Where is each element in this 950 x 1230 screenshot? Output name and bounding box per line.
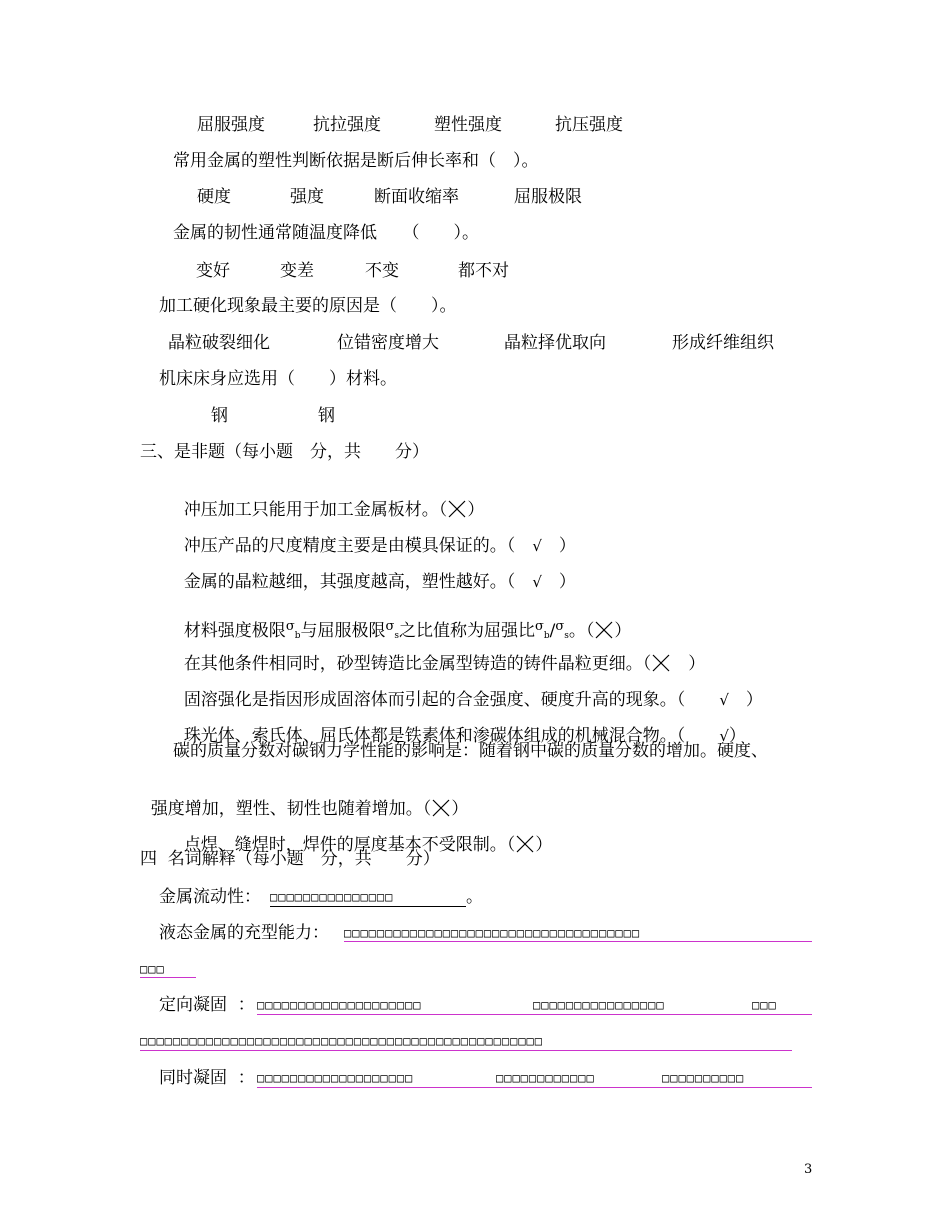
term3-underline-2 — [140, 1050, 792, 1051]
q3-option-b: 变差 — [280, 261, 314, 281]
term1-answer: □□□□□□□□□□□□□□□ — [270, 890, 394, 904]
page-number: 3 — [804, 1162, 813, 1177]
term3-answer-c: □□□ — [752, 998, 777, 1012]
tf-item-1: 冲压加工只能用于加工金属板材。（ ） — [183, 500, 485, 520]
q4-option-d: 形成纤维组织 — [672, 333, 774, 353]
q2-option-b: 强度 — [290, 187, 324, 207]
term3-answer-a: □□□□□□□□□□□□□□□□□□□□ — [257, 998, 422, 1012]
check-mark-icon: √ — [532, 537, 542, 555]
q1-option-a: 屈服强度 — [197, 115, 265, 135]
term3-answer-b: □□□□□□□□□□□□□□□□ — [533, 998, 665, 1012]
tf-item-4: 材料强度极限$^\sigma$b与屈服极限$^\sigma$s之比值称为屈强比$^\sigma$b/$^\sigma$s。（ ） — [183, 619, 632, 641]
q4-option-b: 位错密度增大 — [337, 333, 439, 353]
q3-option-c: 不变 — [365, 261, 399, 281]
term2-answer-line2: □□□ — [140, 962, 165, 976]
term3-label: 定向凝固 ： — [159, 995, 255, 1015]
cross-mark-icon — [515, 834, 535, 854]
term2-answer-line1: □□□□□□□□□□□□□□□□□□□□□□□□□□□□□□□□□□□□ — [344, 926, 641, 940]
q3-option-d: 都不对 — [458, 261, 509, 281]
q5-options — [0, 405, 950, 427]
tf-item-3: 金属的晶粒越细，其强度越高，塑性越好。（ √ ） — [183, 572, 576, 592]
q1-option-c: 塑性强度 — [434, 115, 502, 135]
sigma-symbol: σ — [534, 619, 544, 634]
term2-underline-2 — [140, 977, 196, 978]
q2-option-c: 断面收缩率 — [374, 187, 459, 207]
check-mark-icon: √ — [719, 727, 729, 745]
q2-option-a: 硬度 — [197, 187, 231, 207]
term4-answer-b: □□□□□□□□□□□□ — [496, 1071, 595, 1085]
q1-options — [0, 114, 950, 136]
term1-label: 金属流动性： — [159, 887, 261, 907]
check-mark-icon: √ — [719, 691, 729, 709]
term1-underline — [270, 906, 466, 907]
section4-title: 四 名词解释（每小题 分，共 分） — [140, 849, 440, 869]
tf-item-5: 在其他条件相同时，砂型铸造比金属型铸造的铸件晶粒更细。（ ） — [183, 654, 706, 674]
q4-option-a: 晶粒破裂细化 — [168, 333, 270, 353]
term1-period: 。 — [466, 887, 483, 907]
term4-answer-a: □□□□□□□□□□□□□□□□□□□ — [257, 1071, 414, 1085]
q5-option-b: 钢 — [318, 406, 335, 426]
term2-underline-1 — [344, 941, 812, 942]
q2-option-d: 屈服极限 — [514, 187, 582, 207]
tf-item-2: 冲压产品的尺度精度主要是由模具保证的。（ √ ） — [183, 536, 576, 556]
term3-underline-1 — [257, 1014, 812, 1015]
sigma-symbol: σ — [285, 619, 295, 634]
term2-label: 液态金属的充型能力： — [159, 923, 329, 943]
section3-title: 三、是非题（每小题 分，共 分） — [140, 442, 429, 462]
sigma-symbol: σ — [555, 619, 565, 634]
q4-text: 加工硬化现象最主要的原因是（ ）。 — [159, 296, 457, 316]
q5-option-a: 钢 — [211, 406, 228, 426]
q1-option-b: 抗拉强度 — [313, 115, 381, 135]
tf-item-9: 点焊、缝焊时，焊件的厚度基本不受限制。（ ） — [183, 835, 553, 855]
q3-options — [0, 260, 950, 282]
tf-item-8-line1: 碳的质量分数对碳钢力学性能的影响是：随着钢中碳的质量分数的增加。硬度、 — [173, 741, 768, 761]
tf-item-6: 固溶强化是指因形成固溶体而引起的合金强度、硬度升高的现象。（ √ ） — [183, 690, 763, 710]
q1-option-d: 抗压强度 — [555, 115, 623, 135]
tf-item-7: 珠光体、索氏体、屈氏体都是铁素体和渗碳体组成的机械混合物。（ √） — [183, 726, 746, 746]
tf-item-8-line2: 强度增加，塑性、韧性也随着增加。（ ） — [150, 799, 469, 819]
q5-text: 机床床身应选用（ ）材料。 — [159, 369, 397, 389]
term4-answer-c: □□□□□□□□□□ — [662, 1071, 745, 1085]
sigma-symbol: σ — [385, 619, 395, 634]
q4-option-c: 晶粒择优取向 — [504, 333, 606, 353]
q3-text: 金属的韧性通常随温度降低 （ ）。 — [173, 223, 479, 243]
q4-options — [0, 332, 950, 354]
term4-label: 同时凝固 ： — [159, 1068, 255, 1088]
q3-option-a: 变好 — [196, 261, 230, 281]
q2-options — [0, 186, 950, 208]
term3-answer-line2: □□□□□□□□□□□□□□□□□□□□□□□□□□□□□□□□□□□□□□□□□□□□□□□□□ — [140, 1034, 544, 1048]
term4-underline — [257, 1087, 812, 1088]
q2-text: 常用金属的塑性判断依据是断后伸长率和（ ）。 — [173, 151, 539, 171]
check-mark-icon: √ — [532, 573, 542, 591]
